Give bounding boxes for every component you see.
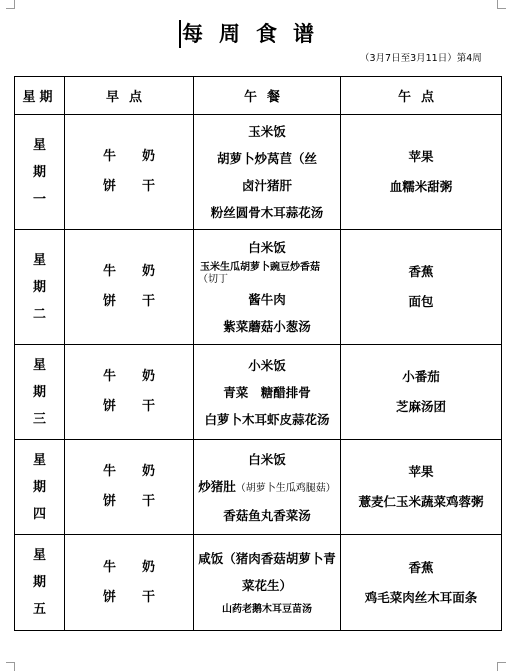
breakfast-item: 牛 奶 [102,369,155,384]
snack-cell [341,115,502,230]
lunch-item: 粉丝圆骨木耳蒜花汤 [210,205,324,220]
breakfast-item: 饼 干 [102,589,155,605]
snack-item: 薏麦仁玉米蔬菜鸡蓉粥 [358,494,484,509]
breakfast-item: 饼 干 [102,494,155,509]
snack-cell [341,230,502,345]
day-char: 期 [32,479,46,495]
day-char: 期 [32,575,46,590]
breakfast-item: 牛 奶 [102,464,155,479]
weekly-menu-table [14,76,502,631]
snack-cell [341,440,502,535]
day-char: 四 [32,506,46,522]
header-breakfast: 早点 [65,77,194,115]
date-range-subtitle: （3月7日至3月11日）第4周 [360,53,482,64]
lunch-item: 小米饭 [248,357,286,373]
day-char: 三 [32,411,46,427]
table-row [15,230,502,345]
lunch-cell [194,535,341,631]
day-char: 星 [32,252,46,268]
lunch-item: 紫菜蘑菇小葱汤 [223,319,311,334]
breakfast-item: 牛 奶 [102,559,155,575]
day-char: 期 [32,279,46,295]
page-corner-mark [6,0,15,9]
lunch-item: 菜花生） [241,577,292,593]
breakfast-item: 牛 奶 [102,149,155,164]
lunch-item: （切丁 [198,274,228,285]
lunch-item-mixed [194,473,340,502]
day-char: 二 [32,306,46,322]
day-cell [15,230,65,345]
lunch-item: 卤汁猪肝 [241,178,292,193]
lunch-item: 白米饭 [248,240,286,255]
page-corner-mark [497,0,506,9]
table-row [15,345,502,440]
snack-item: 小番茄 [402,369,440,384]
day-cell [15,115,65,230]
day-char: 期 [32,164,46,180]
lunch-cell [194,345,341,440]
breakfast-cell [65,230,194,345]
lunch-item: 山药老鹅木耳豆苗汤 [222,603,312,615]
table-row [15,115,502,230]
breakfast-item: 饼 干 [102,179,155,194]
day-char: 星 [32,137,46,153]
lunch-item: 青菜 糖醋排骨 [223,384,311,400]
lunch-item-note: （胡萝卜生瓜鸡腿菇） [235,482,336,494]
breakfast-item: 饼 干 [102,399,155,414]
header-snack: 午点 [341,77,502,115]
day-char: 期 [32,384,46,400]
breakfast-cell [65,535,194,631]
day-cell [15,535,65,631]
lunch-item: 玉米生瓜胡萝卜豌豆炒香菇 [200,262,320,273]
snack-item: 芝麻汤团 [395,399,446,414]
table-row [15,440,502,535]
text-cursor [179,20,181,48]
lunch-item: 胡萝卜炒莴苣（丝 [216,151,317,166]
page-corner-mark [6,662,15,671]
day-char: 星 [32,548,46,563]
snack-item: 鸡毛菜肉丝木耳面条 [364,589,478,605]
snack-cell [341,345,502,440]
lunch-item: 香菇鱼丸香菜汤 [223,507,311,523]
breakfast-cell [65,115,194,230]
lunch-item: 白米饭 [248,451,286,467]
snack-item: 香蕉 [408,264,434,279]
day-cell [15,345,65,440]
snack-item: 苹果 [408,149,434,164]
day-char: 五 [32,602,46,617]
page-corner-mark [497,662,506,671]
snack-item: 面包 [408,294,434,309]
lunch-item: 酱牛肉 [248,292,286,307]
day-char: 星 [32,357,46,373]
lunch-item: 咸饭（猪肉香菇胡萝卜青 [198,550,336,566]
header-day: 星期 [15,77,65,115]
table-header-row [15,77,502,115]
snack-item: 苹果 [408,464,434,479]
lunch-item: 白萝卜木耳虾皮蒜花汤 [204,411,330,427]
lunch-cell [194,230,341,345]
snack-item: 香蕉 [408,559,434,575]
table-row [15,535,502,631]
day-cell [15,440,65,535]
breakfast-item: 饼 干 [102,294,155,309]
breakfast-item: 牛 奶 [102,264,155,279]
snack-cell [341,535,502,631]
lunch-item: 炒猪肚 [198,478,236,494]
day-char: 一 [32,191,46,207]
snack-item: 血糯米甜粥 [389,179,453,194]
breakfast-cell [65,440,194,535]
breakfast-cell [65,345,194,440]
day-char: 星 [32,452,46,468]
lunch-cell [194,440,341,535]
header-lunch: 午餐 [194,77,341,115]
lunch-cell [194,115,341,230]
lunch-item: 玉米饭 [248,124,286,139]
page-title: 每周食谱 [182,22,330,46]
